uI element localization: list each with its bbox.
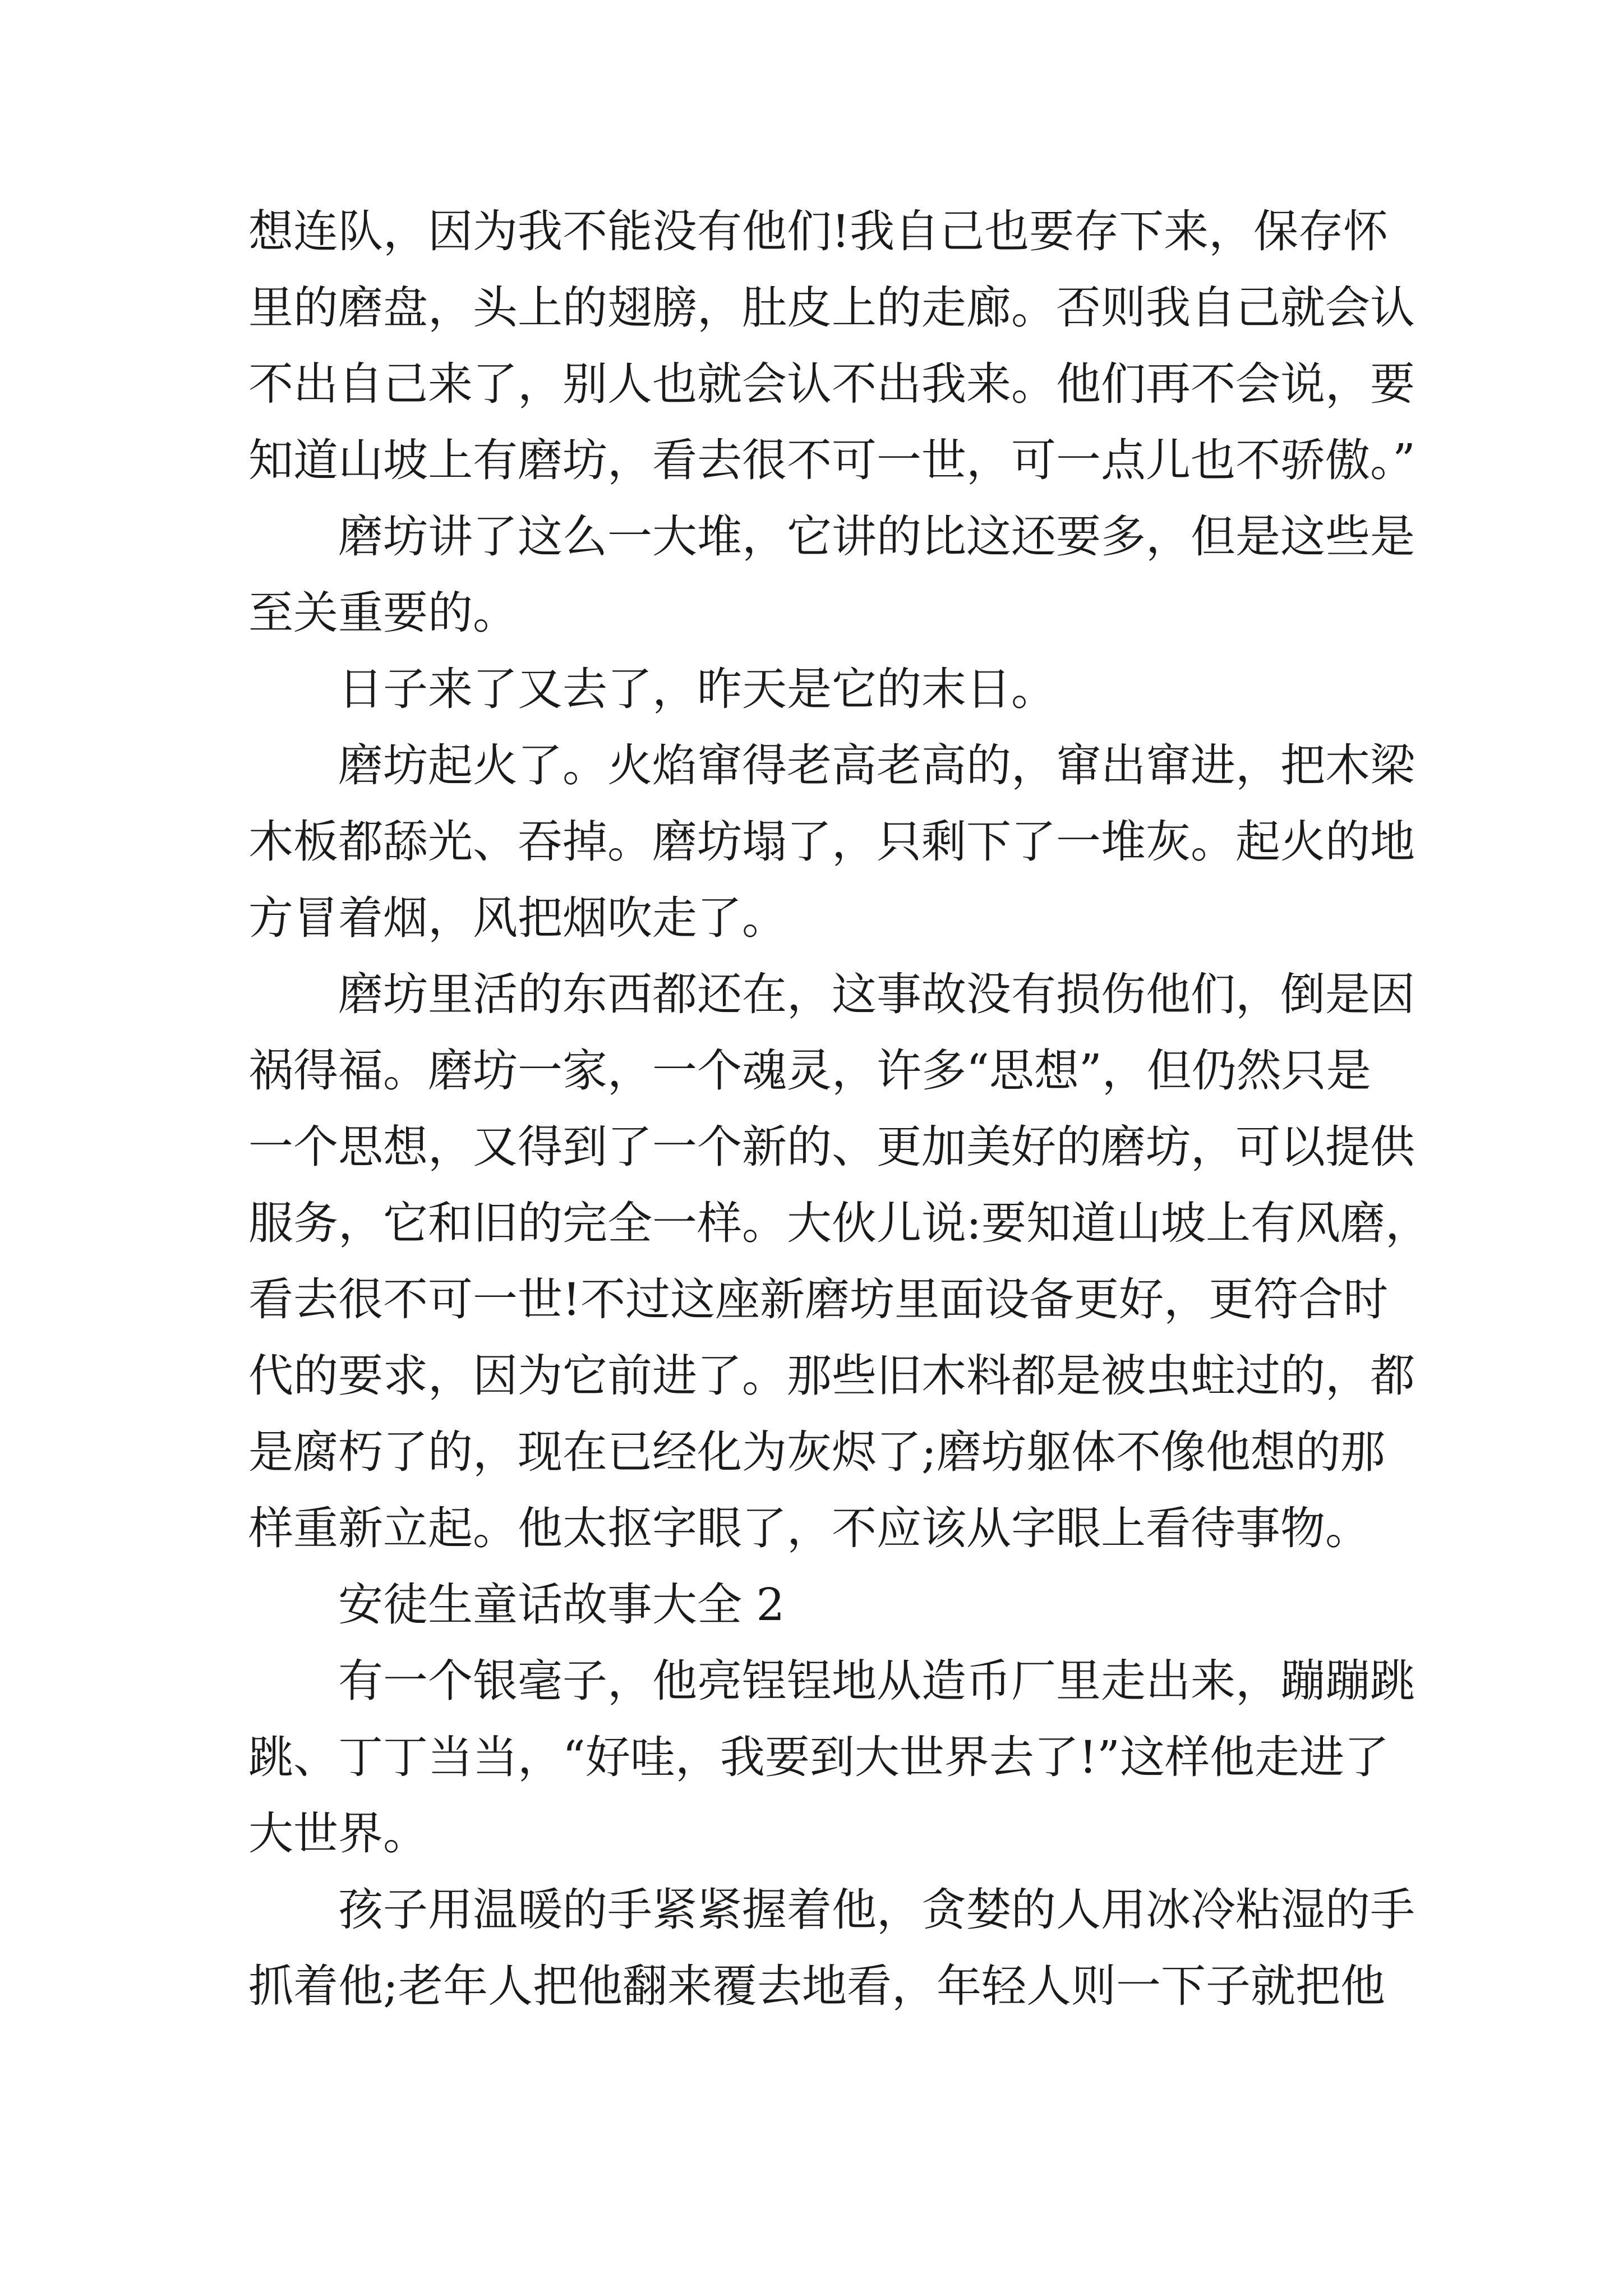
text-line: 代的要求，因为它前进了。那些旧木料都是被虫蛀过的，都 xyxy=(248,1350,1415,1402)
text-line: 大世界。 xyxy=(248,1807,428,1860)
text-line: 抓着他;老年人把他翻来覆去地看，年轻人则一下子就把他 xyxy=(248,1960,1385,2012)
paragraph xyxy=(248,651,1381,728)
text-line: 不出自己来了，别人也就会认不出我来。他们再不会说，要 xyxy=(248,358,1415,410)
text-line: 安徒生童话故事大全 2 xyxy=(338,1579,785,1631)
paragraph xyxy=(248,1872,1415,2024)
text-line: 看去很不可一世!不过这座新磨坊里面设备更好，更符合时 xyxy=(248,1273,1389,1326)
paragraph xyxy=(248,956,1430,1567)
text-line: 磨坊讲了这么一大堆，它讲的比这还要多，但是这些是 xyxy=(338,510,1415,563)
paragraph xyxy=(248,1643,1415,1872)
text-line: 木板都舔光、吞掉。磨坊塌了，只剩下了一堆灰。起火的地 xyxy=(248,816,1415,868)
text-line: 样重新立起。他太抠字眼了，不应该从字眼上看待事物。 xyxy=(248,1502,1370,1554)
text-line: 磨坊起火了。火焰窜得老高老高的，窜出窜进，把木梁 xyxy=(338,739,1415,792)
text-line: 孩子用温暖的手紧紧握着他，贪婪的人用冰冷粘湿的手 xyxy=(338,1884,1415,1936)
document-body xyxy=(248,194,1430,2024)
text-line: 里的磨盘，头上的翅膀，肚皮上的走廊。否则我自己就会认 xyxy=(248,282,1415,334)
text-line: 服务，它和旧的完全一样。大伙儿说:要知道山坡上有风磨， xyxy=(248,1197,1430,1249)
text-line: 知道山坡上有磨坊，看去很不可一世，可一点儿也不骄傲。” xyxy=(248,434,1415,486)
text-line: 想连队，因为我不能没有他们!我自己也要存下来，保存怀 xyxy=(248,205,1389,257)
text-line: 磨坊里活的东西都还在，这事故没有损伤他们，倒是因 xyxy=(338,968,1415,1020)
text-line: 有一个银毫子，他亮锃锃地从造币厂里走出来，蹦蹦跳 xyxy=(338,1655,1415,1707)
text-line: 跳、丁丁当当，“好哇，我要到大世界去了!”这样他走进了 xyxy=(248,1731,1389,1783)
text-line: 方冒着烟，风把烟吹走了。 xyxy=(248,892,787,944)
text-line: 日子来了又去了，昨天是它的末日。 xyxy=(338,663,1056,715)
text-line: 是腐朽了的，现在已经化为灰烬了;磨坊躯体不像他想的那 xyxy=(248,1426,1385,1478)
paragraph xyxy=(248,728,1415,956)
text-line: 至关重要的。 xyxy=(248,587,518,639)
paragraph xyxy=(248,499,1415,651)
paragraph xyxy=(248,194,1415,499)
text-line: 祸得福。磨坊一家，一个魂灵，许多“思想”，但仍然只是 xyxy=(248,1045,1371,1097)
paragraph xyxy=(248,1567,1381,1643)
text-line: 一个思想，又得到了一个新的、更加美好的磨坊，可以提供 xyxy=(248,1121,1415,1173)
